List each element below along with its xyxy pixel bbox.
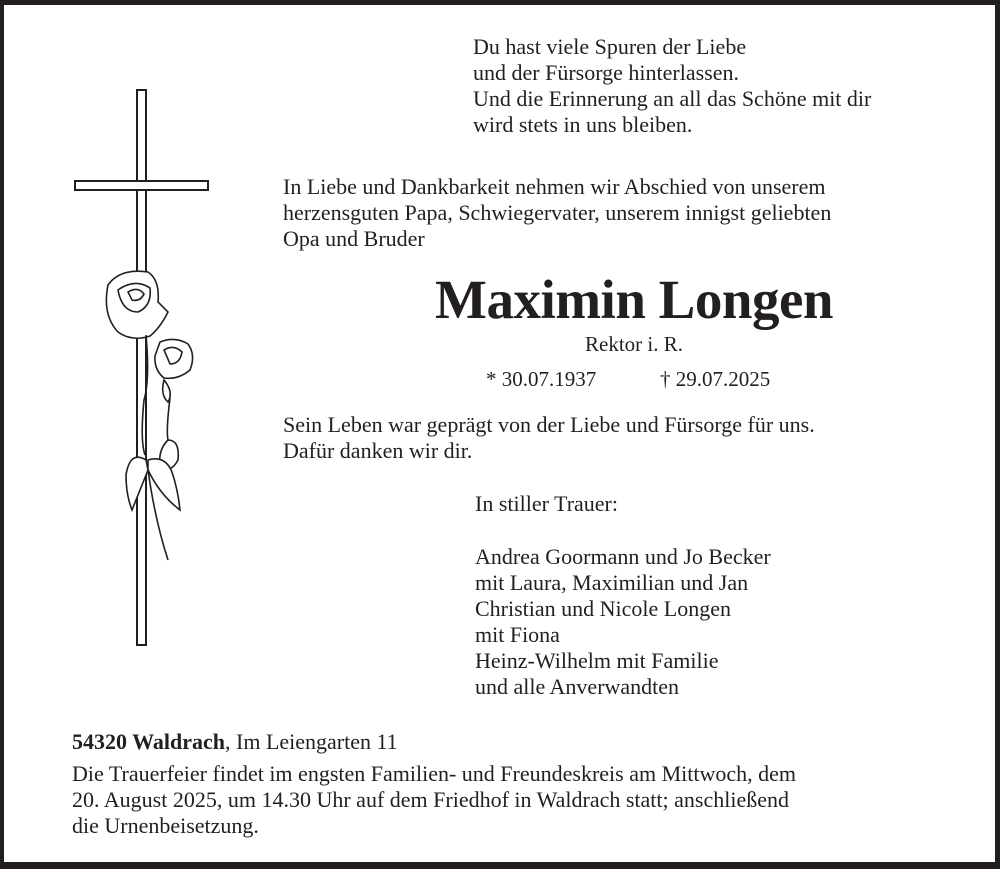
intro-line: Opa und Bruder bbox=[283, 226, 425, 251]
deceased-name: Maximin Longen bbox=[435, 269, 833, 330]
tribute-line: Sein Leben war geprägt von der Liebe und Fürsorge für uns. bbox=[283, 412, 815, 437]
poem-line: und der Fürsorge hinterlassen. bbox=[473, 60, 739, 85]
rose-icon bbox=[106, 271, 192, 560]
intro-line: herzensguten Papa, Schwiegervater, unserem innigst geliebten bbox=[283, 200, 832, 225]
cross-vertical-beam bbox=[137, 90, 146, 645]
address-city: 54320 Waldrach bbox=[72, 729, 226, 754]
tribute-text bbox=[283, 412, 815, 464]
funeral-line: Die Trauerfeier findet im engsten Familien- und Freundeskreis am Mittwoch, dem bbox=[72, 761, 797, 786]
birth-date: * 30.07.1937 bbox=[486, 367, 597, 391]
mourner: mit Laura, Maximilian und Jan bbox=[475, 570, 749, 595]
poem bbox=[473, 34, 871, 138]
poem-line: Du hast viele Spuren der Liebe bbox=[473, 34, 747, 59]
cross-with-roses-illustration bbox=[60, 80, 230, 660]
funeral-info bbox=[72, 761, 796, 839]
mourning-heading: In stiller Trauer: bbox=[475, 491, 618, 516]
mourner: mit Fiona bbox=[475, 622, 560, 647]
deceased-title: Rektor i. R. bbox=[585, 332, 683, 356]
address bbox=[72, 729, 398, 755]
cross-horizontal-beam bbox=[75, 181, 208, 190]
address-street: , Im Leiengarten 11 bbox=[225, 729, 398, 754]
poem-line: Und die Erinnerung an all das Schöne mit dir bbox=[473, 86, 872, 111]
funeral-line: die Urnenbeisetzung. bbox=[72, 813, 259, 838]
mourner: Andrea Goormann und Jo Becker bbox=[475, 544, 771, 569]
mourner: Christian und Nicole Longen bbox=[475, 596, 732, 621]
mourner: und alle Anverwandten bbox=[475, 674, 680, 699]
poem-line: wird stets in uns bleiben. bbox=[473, 112, 693, 137]
mourners-list bbox=[475, 544, 771, 700]
death-date: † 29.07.2025 bbox=[660, 367, 771, 391]
intro-line: In Liebe und Dankbarkeit nehmen wir Abschied von unserem bbox=[283, 174, 826, 199]
intro-text bbox=[283, 174, 831, 252]
mourner: Heinz-Wilhelm mit Familie bbox=[475, 648, 719, 673]
funeral-line: 20. August 2025, um 14.30 Uhr auf dem Friedhof in Waldrach statt; anschließend bbox=[72, 787, 789, 812]
tribute-line: Dafür danken wir dir. bbox=[283, 438, 473, 463]
